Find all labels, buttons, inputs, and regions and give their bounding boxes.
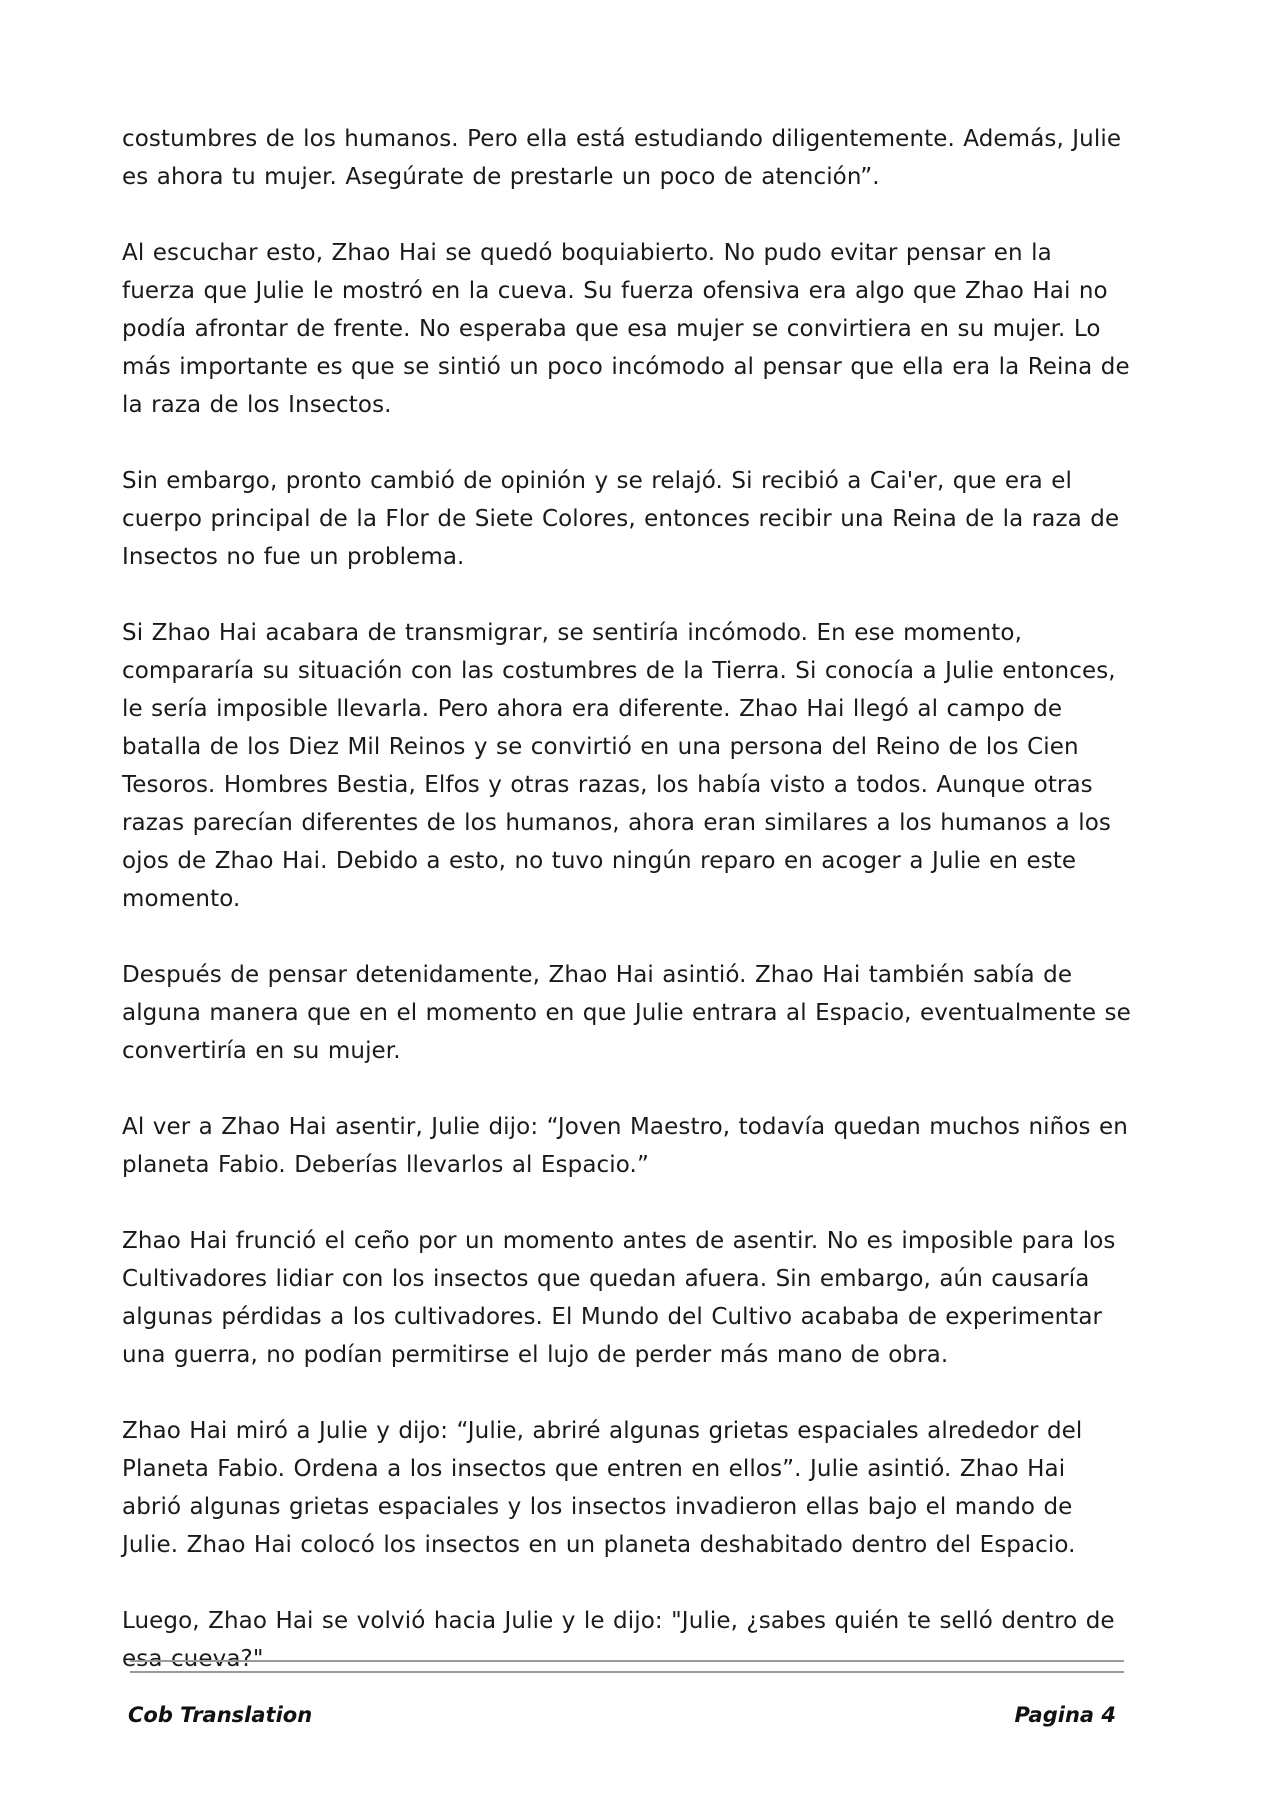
paragraph: Después de pensar detenidamente, Zhao Hai asintió. Zhao Hai también sabía de alguna manera que en el momento en que Julie entrara al Espacio, eventualmente se convertiría en su mujer. [122, 962, 1131, 1064]
paragraph: Sin embargo, pronto cambió de opinión y se relajó. Si recibió a Cai'er, que era el cuerpo principal de la Flor de Siete Colores, entonces recibir una Reina de la raza de Insectos no fue un problema. [122, 468, 1120, 570]
paragraph: Al escuchar esto, Zhao Hai se quedó boquiabierto. No pudo evitar pensar en la fuerza que Julie le mostró en la cueva. Su fuerza ofensiva era algo que Zhao Hai no podía afrontar de frente. No esperaba que esa mujer se convirtiera en su mujer. Lo más importante es que se sintió un poco incómodo al pensar que ella era la Reina de la raza de los Insectos. [122, 240, 1130, 418]
footer-divider-top [130, 1660, 1124, 1662]
paragraph: Zhao Hai frunció el ceño por un momento antes de asentir. No es imposible para los Cultivadores lidiar con los insectos que quedan afuera. Sin embargo, aún causaría algunas pérdidas a los cultivadores. El Mundo del Cultivo acababa de experimentar una guerra, no podían permitirse el lujo de perder más mano de obra. [122, 1228, 1116, 1368]
body-text [122, 120, 1132, 1716]
paragraph: Luego, Zhao Hai se volvió hacia Julie y le dijo: "Julie, ¿sabes quién te selló dentro de esa cueva?" [122, 1608, 1115, 1672]
footer-publisher: Cob Translation [128, 1703, 313, 1727]
footer-divider-bottom [130, 1671, 1124, 1673]
paragraph: Al ver a Zhao Hai asentir, Julie dijo: “Joven Maestro, todavía quedan muchos niños en planeta Fabio. Deberías llevarlos al Espacio.” [122, 1114, 1128, 1178]
paragraph: Zhao Hai miró a Julie y dijo: “Julie, abriré algunas grietas espaciales alrededor del Planeta Fabio. Ordena a los insectos que entren en ellos”. Julie asintió. Zhao Hai abrió algunas grietas espaciales y los insectos invadieron ellas bajo el mando de Julie. Zhao Hai colocó los insectos en un planeta deshabitado dentro del Espacio. [122, 1418, 1083, 1558]
paragraph: Si Zhao Hai acabara de transmigrar, se sentiría incómodo. En ese momento, compararía su situación con las costumbres de la Tierra. Si conocía a Julie entonces, le sería imposible llevarla. Pero ahora era diferente. Zhao Hai llegó al campo de batalla de los Diez Mil Reinos y se convirtió en una persona del Reino de los Cien Tesoros. Hombres Bestia, Elfos y otras razas, los había visto a todos. Aunque otras razas parecían diferentes de los humanos, ahora eran similares a los humanos a los ojos de Zhao Hai. Debido a esto, no tuvo ningún reparo en acoger a Julie en este momento. [122, 620, 1116, 912]
paragraph: costumbres de los humanos. Pero ella está estudiando diligentemente. Además, Julie es ahora tu mujer. Asegúrate de prestarle un poco de atención”. [122, 126, 1122, 190]
footer-page-number: Pagina 4 [1014, 1703, 1116, 1727]
